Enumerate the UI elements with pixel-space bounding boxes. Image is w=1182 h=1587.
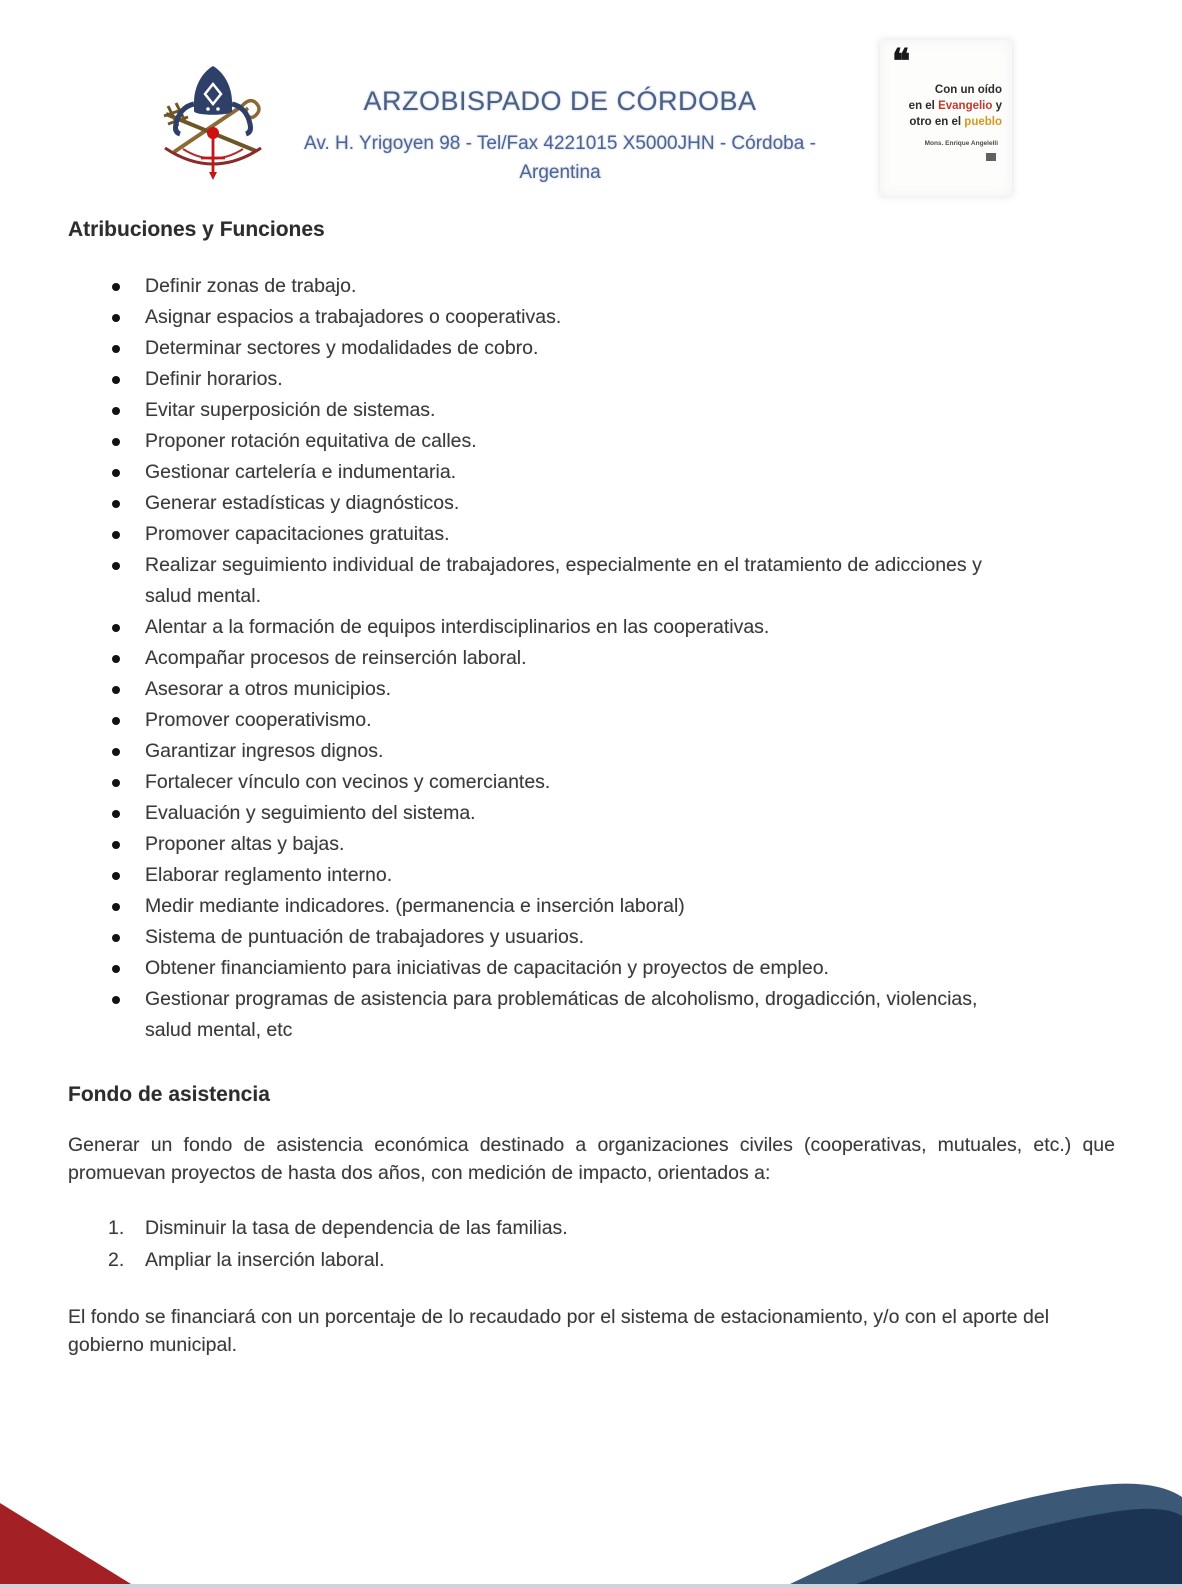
bullet-item-text: Evaluación y seguimiento del sistema. [145,802,476,824]
bullet-item-text: Proponer rotación equitativa de calles. [145,430,477,452]
bullet-item [145,705,1025,736]
organization-address [285,129,835,187]
bullet-item-text: Garantizar ingresos dignos. [145,740,384,762]
bullet-item-text: Alentar a la formación de equipos interdisciplinarios en las cooperativas. [145,616,770,638]
bullet-item-text: Sistema de puntuación de trabajadores y usuarios. [145,926,585,948]
numbered-item [108,1244,1115,1276]
bullet-item-text: Gestionar programas de asistencia para problemáticas de alcoholismo, drogadicción, violencias, salud mental, etc [145,988,978,1041]
bullet-item-text: Promover cooperativismo. [145,709,372,731]
address-line-2: Argentina [519,162,601,183]
atribuciones-bullet-list [68,271,1115,1046]
document-body [68,218,1115,1359]
cover-line-2: en el [908,100,939,112]
bullet-item-text: Realizar seguimiento individual de trabajadores, especialmente en el tratamiento de adicciones y salud mental. [145,554,982,607]
bullet-item-text: Gestionar cartelería e indumentaria. [145,461,457,483]
bullet-item-text: Definir zonas de trabajo. [145,275,357,297]
bullet-item-text: Acompañar procesos de reinserción laboral. [145,647,527,669]
numbered-item-number: 2. [108,1249,125,1271]
bullet-item-text: Asignar espacios a trabajadores o cooperativas. [145,306,562,328]
bullet-item [145,984,1025,1046]
bullet-item [145,798,1025,829]
bullet-item [145,736,1025,767]
book-cover-image [880,40,1012,196]
book-cover-title [909,82,1002,130]
bullet-item [145,271,1025,302]
fondo-numbered-list [68,1212,1115,1276]
bullet-item-text: Fortalecer vínculo con vecinos y comerciantes. [145,771,551,793]
section-title-atribuciones: Atribuciones y Funciones [68,218,325,241]
quote-mark-icon: ❝ [892,42,911,82]
bullet-item [145,302,1025,333]
numbered-item-text: Ampliar la inserción laboral. [145,1249,385,1271]
bullet-item-text: Medir mediante indicadores. (permanencia e inserción laboral) [145,895,685,917]
address-line-1: Av. H. Yrigoyen 98 - Tel/Fax 4221015 X5000JHN - Córdoba - [304,133,816,154]
cover-line-1: Con un oído [934,84,1002,96]
bullet-item [145,426,1025,457]
book-cover-author: Mons. Enrique Angelelli [924,140,998,147]
bullet-item [145,457,1025,488]
bullet-item [145,674,1025,705]
bullet-item [145,488,1025,519]
cover-word-evangelio: Evangelio [938,100,993,112]
bullet-item [145,395,1025,426]
bullet-item [145,767,1025,798]
bullet-item-text: Proponer altas y bajas. [145,833,345,855]
bullet-item-text: Determinar sectores y modalidades de cobro. [145,337,539,359]
bullet-item [145,519,1025,550]
bullet-item [145,333,1025,364]
cover-line-3: otro en el [909,116,965,128]
fondo-intro-paragraph: Generar un fondo de asistencia económica destinado a organizaciones civiles (cooperativas, mutuales, etc.) que promuevan proyectos de hasta dos años, con medición de impacto, orientados a: [68,1134,1115,1184]
bullet-item [145,829,1025,860]
bullet-item-text: Elaborar reglamento interno. [145,864,393,886]
publisher-mark [986,153,996,161]
numbered-item-number: 1. [108,1217,125,1239]
bullet-item-text: Evitar superposición de sistemas. [145,399,436,421]
bullet-item [145,364,1025,395]
bullet-item [145,612,1025,643]
cover-word-pueblo: pueblo [964,116,1002,128]
footer-red-wedge [0,1503,131,1584]
letterhead [285,86,835,187]
bullet-item-text: Definir horarios. [145,368,283,390]
archdiocese-crest-logo [138,54,288,204]
cover-line-2-end: y [992,100,1002,112]
section-title-fondo: Fondo de asistencia [68,1083,270,1106]
bullet-item-text: Asesorar a otros municipios. [145,678,392,700]
bullet-item [145,891,1025,922]
bullet-item [145,922,1025,953]
bullet-item [145,643,1025,674]
bullet-item [145,550,1025,612]
organization-name: ARZOBISPADO DE CÓRDOBA [363,86,757,116]
closing-paragraph: El fondo se financiará con un porcentaje de lo recaudado por el sistema de estacionamiento, y/o con el aporte del gobierno municipal. [68,1306,1050,1356]
bullet-item-text: Generar estadísticas y diagnósticos. [145,492,460,514]
footer-decoration [0,1427,1182,1587]
bullet-item [145,953,1025,984]
bullet-item [145,860,1025,891]
bullet-item-text: Obtener financiamiento para iniciativas de capacitación y proyectos de empleo. [145,957,829,979]
numbered-item-text: Disminuir la tasa de dependencia de las familias. [145,1217,568,1239]
numbered-item [108,1212,1115,1244]
bullet-item-text: Promover capacitaciones gratuitas. [145,523,450,545]
